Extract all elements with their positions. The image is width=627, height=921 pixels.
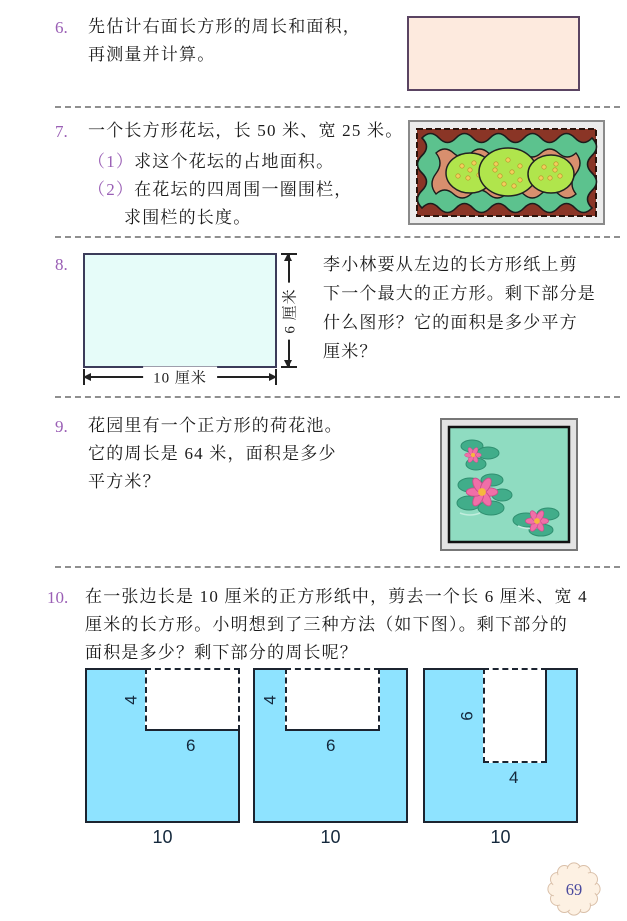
problem8-text [323, 250, 596, 366]
figure2-middle-cut [253, 668, 408, 823]
problem9-line3: 平方米？ [88, 472, 161, 491]
problem7-sub2-cont: 求围栏的长度。 [124, 208, 252, 227]
problem6-measure-rectangle [407, 16, 580, 91]
problem6-line1: 先估计右面长方形的周长和面积， [88, 17, 361, 36]
figure3-cut-height-label: 6 [457, 711, 477, 721]
figure3-cutout [483, 668, 547, 763]
problem7-sub1-marker: （1） [88, 152, 135, 171]
problem7-sub2-marker: （2） [88, 180, 135, 199]
problem10-text [85, 583, 588, 667]
separator-3 [55, 396, 620, 398]
problem9-line2: 它的周长是 64 米，面积是多少 [88, 444, 337, 463]
arrow-down-icon [284, 360, 292, 368]
height-label: 6 厘米 [279, 282, 300, 339]
bush-3 [528, 155, 574, 193]
problem8-line2: 下一个最大的正方形。剩下部分是 [323, 284, 596, 303]
problem9-text [88, 412, 343, 496]
figure3-cut-width-label: 4 [509, 768, 519, 787]
problem7-text [88, 117, 403, 232]
problem8-height-dimension [279, 253, 299, 368]
problem10-line3: 面积是多少？剩下部分的周长呢？ [85, 643, 358, 662]
figure1-corner-cut [85, 668, 240, 823]
lotus-pond-illustration [440, 418, 578, 551]
figure2-base-label: 10 [320, 827, 341, 847]
problem8-line1: 李小林要从左边的长方形纸上剪 [323, 255, 578, 274]
figure1-cut-width-label: 6 [186, 736, 196, 755]
problem9-number: 9. [55, 417, 68, 436]
problem7-number: 7. [55, 122, 68, 141]
arrow-up-icon [284, 253, 292, 261]
arrow-right-icon [269, 373, 277, 381]
figure2-cut-height-label: 4 [260, 695, 280, 705]
figure3-base-label: 10 [490, 827, 511, 847]
problem8-line4: 厘米？ [323, 342, 378, 361]
problem6-line2: 再测量并计算。 [88, 45, 216, 64]
separator-4 [55, 566, 620, 568]
figure1-cut-height-label: 4 [121, 695, 141, 705]
figure3-vertical-cut [423, 668, 578, 823]
problem8-number: 8. [55, 255, 68, 274]
problem7-sub1: （1）求这个花坛的占地面积。 [88, 152, 335, 171]
separator-2 [55, 236, 620, 238]
problem10-line2: 厘米的长方形。小明想到了三种方法（如下图）。剩下部分的 [85, 615, 568, 634]
arrow-left-icon [83, 373, 91, 381]
problem7-intro: 一个长方形花坛，长 50 米、宽 25 米。 [88, 121, 404, 140]
problem7-sub2: （2）在花坛的四周围一圈围栏， [88, 180, 353, 199]
figure1-base-label: 10 [152, 827, 173, 847]
problem9-line1: 花园里有一个正方形的荷花池。 [88, 416, 343, 435]
figure2-cut-width-label: 6 [326, 736, 336, 755]
width-label: 10 厘米 [143, 367, 217, 388]
problem6-number: 6. [55, 18, 68, 37]
figure1-cutout [145, 668, 240, 731]
page-number: 69 [565, 879, 583, 899]
page-number-badge [545, 860, 603, 918]
problem6-text [88, 13, 361, 69]
separator-1 [55, 106, 620, 108]
flower-bed-illustration [408, 120, 605, 225]
problem10-line1: 在一张边长是 10 厘米的正方形纸中，剪去一个长 6 厘米、宽 4 [85, 587, 588, 606]
problem8-rectangle [83, 253, 277, 368]
problem8-width-dimension [83, 369, 277, 385]
problem8-line3: 什么图形？它的面积是多少平方 [323, 313, 578, 332]
figure2-cutout [285, 668, 380, 731]
problem10-number: 10. [47, 588, 69, 607]
